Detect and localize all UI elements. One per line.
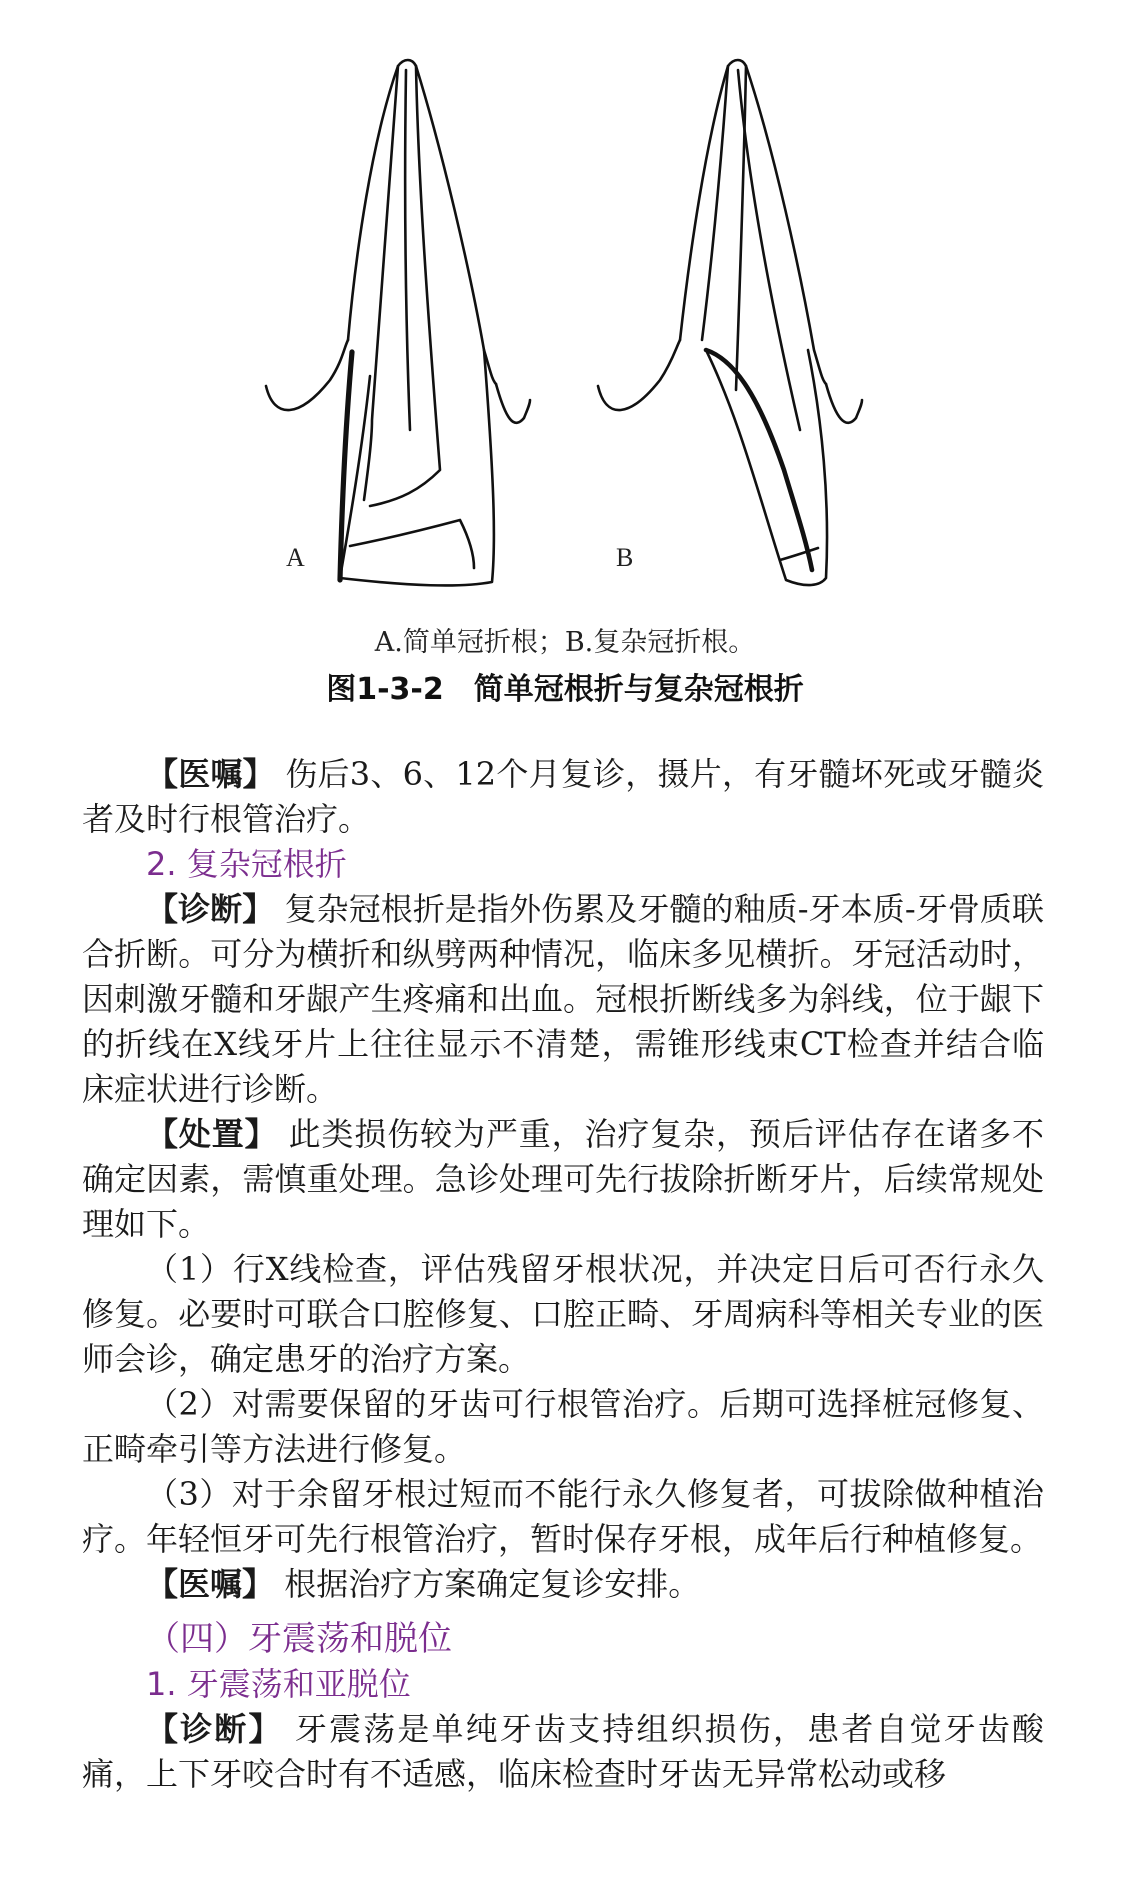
diagnosis-text-2: 牙震荡是单纯牙齿支持组织损伤，患者自觉牙齿酸痛，上下牙咬合时有不适感，临床检查时牙齿无异常松动或移 [82,1710,1044,1793]
paragraph-treatment [82,1112,1044,1247]
paragraph-diagnosis-1 [82,887,1044,1112]
section-heading-concussion-subluxation: 1. 牙震荡和亚脱位 [146,1665,411,1703]
paragraph-step-3: （3）对于余留牙根过短而不能行永久修复者，可拔除做种植治疗。年轻恒牙可先行根管治疗，暂时保存牙根，成年后行种植修复。 [82,1475,1044,1558]
advice-tag: 【医嘱】 [146,755,275,793]
treatment-tag: 【处置】 [146,1115,278,1153]
paragraph-diagnosis-2 [82,1707,1044,1797]
diagnosis-text: 复杂冠根折是指外伤累及牙髓的釉质-牙本质-牙骨质联合折断。可分为横折和纵劈两种情况，临床多见横折。牙冠活动时，因刺激牙髓和牙龈产生疼痛和出血。冠根折断线多为斜线，位于龈下的折线在X线牙片上往往显示不清楚，需锥形线束CT检查并结合临床症状进行诊断。 [82,890,1044,1108]
figure-subcaption: A.简单冠折根；B.复杂冠折根。 [374,627,756,658]
figure-caption: 图1-3-2 简单冠根折与复杂冠根折 [326,672,804,707]
panel-a-label: A [286,543,305,572]
diagnosis-tag-2: 【诊断】 [146,1710,283,1748]
advice-text: 伤后3、6、12个月复诊，摄片，有牙髓坏死或牙髓炎者及时行根管治疗。 [82,755,1044,838]
body-text [82,752,1044,1797]
panel-b-label: B [616,543,634,572]
section-heading-concussion-luxation: （四）牙震荡和脱位 [146,1619,452,1659]
advice-text-2: 根据治疗方案确定复诊安排。 [284,1565,701,1603]
diagnosis-tag: 【诊断】 [146,890,275,928]
tooth-a-outline [266,60,530,585]
tooth-b-outline [598,60,862,585]
paragraph-step-1: （1）行X线检查，评估残留牙根状况，并决定日后可否行永久修复。必要时可联合口腔修复、口腔正畸、牙周病科等相关专业的医师会诊，确定患牙的治疗方案。 [82,1250,1044,1378]
tooth-fracture-figure [0,0,1130,707]
paragraph-advice-1 [82,752,1044,842]
paragraph-advice-2 [82,1562,1044,1607]
paragraph-step-2: （2）对需要保留的牙齿可行根管治疗。后期可选择桩冠修复、正畸牵引等方法进行修复。 [82,1385,1044,1468]
tooth-diagram [0,0,1130,610]
section-heading-complex-fracture: 2. 复杂冠根折 [146,845,347,883]
treatment-text: 此类损伤较为严重，治疗复杂，预后评估存在诸多不确定因素，需慎重处理。急诊处理可先行拔除折断牙片，后续常规处理如下。 [82,1115,1044,1243]
advice-tag-2: 【医嘱】 [146,1565,275,1603]
